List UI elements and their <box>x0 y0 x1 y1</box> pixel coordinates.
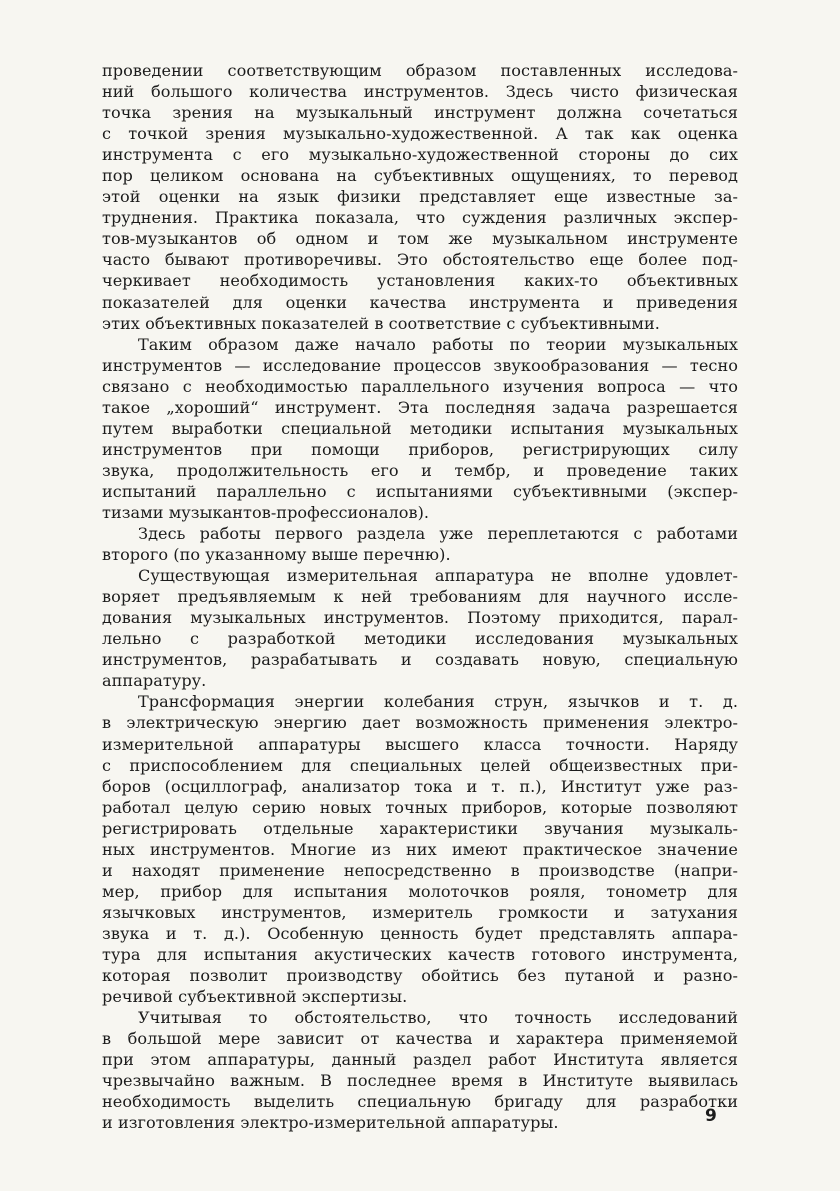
text-line: чрезвычайно важным. В последнее время в Институте выявилась <box>102 1071 738 1091</box>
text-line: с приспособлением для специальных целей общеизвестных при- <box>102 755 738 775</box>
text-line: язычковых инструментов, измеритель громкости и затухания <box>102 902 738 922</box>
text-line: в большой мере зависит от качества и характера применяемой <box>102 1029 738 1049</box>
text-line: тов-музыкантов об одном и том же музыкальном инструменте <box>102 229 738 249</box>
text-line: тура для испытания акустических качеств готового инструмента, <box>102 944 738 964</box>
text-line: такое „хороший“ инструмент. Эта последняя задача разрешается <box>102 397 738 417</box>
text-line: лельно с разработкой методики исследования музыкальных <box>102 629 738 649</box>
text-line: боров (осциллограф, анализатор тока и т. п.), Институт уже раз- <box>102 776 738 796</box>
text-line: мер, прибор для испытания молоточков рояля, тонометр для <box>102 881 738 901</box>
text-line: при этом аппаратуры, данный раздел работ Института является <box>102 1050 738 1070</box>
text-line: этой оценки на язык физики представляет еще известные за- <box>102 187 738 207</box>
text-line: звука и т. д.). Особенную ценность будет представлять аппара- <box>102 923 738 943</box>
text-line: ных инструментов. Многие из них имеют практическое значение <box>102 839 738 859</box>
text-line: ний большого количества инструментов. Здесь чисто физическая <box>102 82 738 102</box>
text-line: испытаний параллельно с испытаниями субъективными (экспер- <box>102 481 738 501</box>
text-line: показателей для оценки качества инструмента и приведения <box>102 292 738 312</box>
paragraph <box>102 691 738 1007</box>
text-line: инструментов — исследование процессов звукообразования — тесно <box>102 355 738 375</box>
text-line: часто бывают противоречивы. Это обстоятельство еще более под- <box>102 250 738 270</box>
text-line: речивой субъективной экспертизы. <box>102 987 408 1007</box>
text-line: аппаратуру. <box>102 671 207 691</box>
text-line: Учитывая то обстоятельство, что точность исследований <box>138 1008 738 1028</box>
text-line: измерительной аппаратуры высшего класса точности. Наряду <box>102 734 738 754</box>
text-line: Трансформация энергии колебания струн, язычков и т. д. <box>138 692 738 712</box>
text-line: второго (по указанному выше перечню). <box>102 545 451 565</box>
text-line: и находят применение непосредственно в производстве (напри- <box>102 860 738 880</box>
text-line: звука, продолжительность его и тембр, и проведение таких <box>102 460 738 480</box>
text-line: тизами музыкантов-профессионалов). <box>102 502 430 522</box>
text-line: которая позволит производству обойтись без путаной и разно- <box>102 966 738 986</box>
text-line: в электрическую энергию дает возможность применения электро- <box>102 713 738 733</box>
text-line: этих объективных показателей в соответствие с субъективными. <box>102 313 660 333</box>
text-line: работал целую серию новых точных приборов, которые позволяют <box>102 797 738 817</box>
text-line: Таким образом даже начало работы по теории музыкальных <box>138 334 738 354</box>
paragraph <box>102 523 738 565</box>
page-number: 9 <box>705 1106 717 1126</box>
paragraph <box>102 334 738 523</box>
text-line: Существующая измерительная аппаратура не вполне удовлет- <box>138 566 738 586</box>
text-line: инструментов при помощи приборов, регистрирующих силу <box>102 439 738 459</box>
text-line: путем выработки специальной методики испытания музыкальных <box>102 418 738 438</box>
text-line: труднения. Практика показала, что суждения различных экспер- <box>102 208 738 228</box>
paragraph <box>102 565 738 691</box>
text-line: инструмента с его музыкально-художественной стороны до сих <box>102 145 738 165</box>
text-line: черкивает необходимость установления каких-то объективных <box>102 271 738 291</box>
text-line: проведении соответствующим образом поставленных исследова- <box>102 61 738 80</box>
paragraph <box>102 60 738 334</box>
text-line: Здесь работы первого раздела уже переплетаются с работами <box>138 524 738 544</box>
text-line: пор целиком основана на субъективных ощущениях, то перевод <box>102 166 738 186</box>
text-line: воряет предъявляемым к ней требованиям для научного иссле- <box>102 587 738 607</box>
text-line: точка зрения на музыкальный инструмент должна сочетаться <box>102 103 738 123</box>
text-line: с точкой зрения музыкально-художественной. А так как оценка <box>102 124 738 144</box>
text-line: и изготовления электро-измерительной аппаратуры. <box>102 1113 559 1133</box>
text-line: регистрировать отдельные характеристики звучания музыкаль- <box>102 818 738 838</box>
text-line: дования музыкальных инструментов. Поэтому приходится, парал- <box>102 608 738 628</box>
text-line: связано с необходимостью параллельного изучения вопроса — что <box>102 376 738 396</box>
page-text-body <box>102 60 738 1133</box>
paragraph <box>102 1007 738 1133</box>
text-line: необходимость выделить специальную бригаду для разработки <box>102 1092 738 1112</box>
text-line: инструментов, разрабатывать и создавать новую, специальную <box>102 650 738 670</box>
